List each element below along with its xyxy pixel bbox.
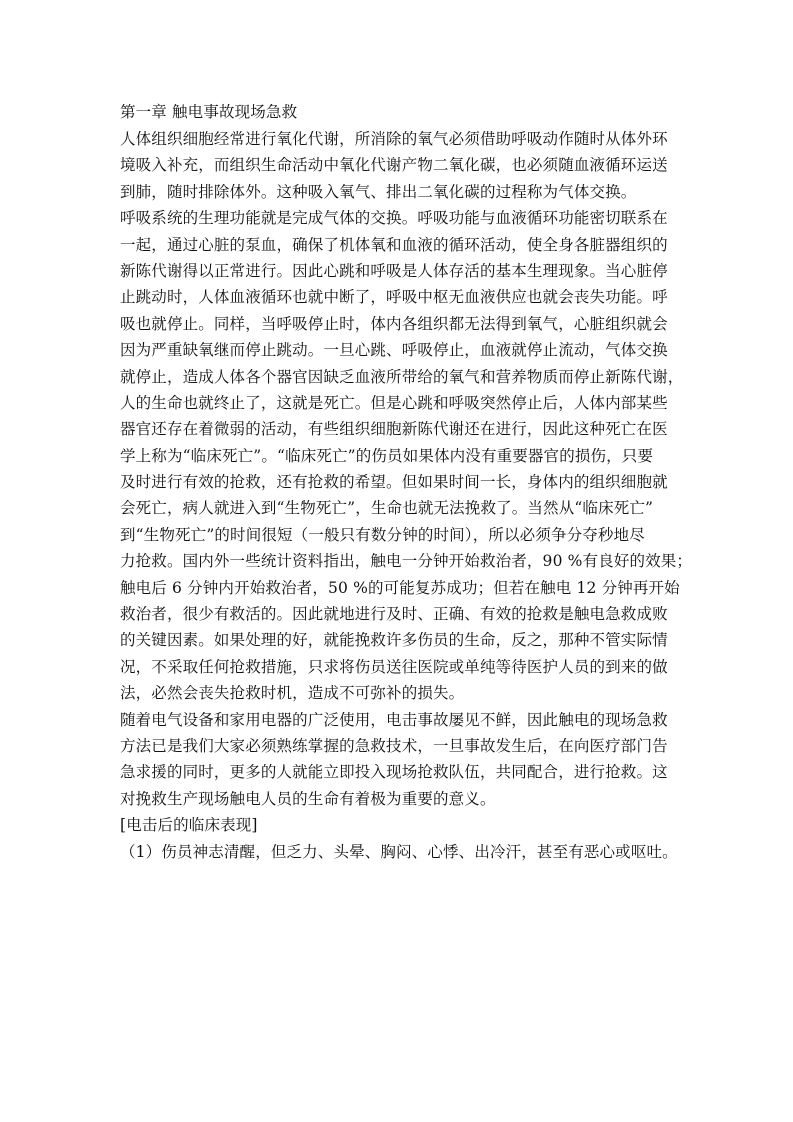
paragraph-line: 到肺，随时排除体外。这种吸入氧气、排出二氧化碳的过程称为气体交换。 xyxy=(120,182,637,201)
paragraph-line: 器官还存在着微弱的活动，有些组织细胞新陈代谢还在进行，因此这种死亡在医 xyxy=(120,420,668,439)
paragraph-line: 到“生物死亡”的时间很短（一般只有数分钟的时间），所以必须争分夺秒地尽 xyxy=(120,525,645,544)
paragraph-line: 况，不采取任何抢救措施，只求将伤员送往医院或单纯等待医护人员的到来的做 xyxy=(120,657,668,676)
paragraph-line: 境吸入补充，而组织生命活动中氧化代谢产物二氧化碳，也必须随血液循环运送 xyxy=(120,156,668,175)
document-page xyxy=(120,98,693,865)
paragraph-line: 吸也就停止。同样，当呼吸停止时，体内各组织都无法得到氧气，心脏组织就会 xyxy=(120,314,668,333)
section-heading: [电击后的临床表现] xyxy=(120,816,258,835)
paragraph-line: 就停止，造成人体各个器官因缺乏血液所带给的氧气和营养物质而停止新陈代谢， xyxy=(120,367,684,386)
paragraph-respiratory-function xyxy=(120,205,693,706)
paragraph-line: 因为严重缺氧继而停止跳动。一旦心跳、呼吸停止，血液就停止流动，气体交换 xyxy=(120,341,668,360)
paragraph-line: 急求援的同时，更多的人就能立即投入现场抢救队伍，共同配合，进行抢救。这 xyxy=(120,763,668,782)
paragraph-gas-exchange xyxy=(120,126,676,205)
paragraph-line: 法，必然会丧失抢救时机，造成不可弥补的损失。 xyxy=(120,684,465,703)
paragraph-line: 方法已是我们大家必须熟练掌握的急救技术，一旦事故发生后，在向医疗部门告 xyxy=(120,736,668,755)
paragraph-line: 一起，通过心脏的泵血，确保了机体氧和血液的循环活动，使全身各脏器组织的 xyxy=(120,235,668,254)
paragraph-line: 触电后 6 分钟内开始救治者，50 %的可能复苏成功；但若在触电 12 分钟再开始 xyxy=(120,578,680,597)
paragraph-line: 救治者，很少有救活的。因此就地进行及时、正确、有效的抢救是触电急救成败 xyxy=(120,605,668,624)
paragraph-line: 人的生命也就终止了，这就是死亡。但是心跳和呼吸突然停止后，人体内部某些 xyxy=(120,393,668,412)
paragraph-line: 学上称为“临床死亡”。“临床死亡”的伤员如果体内没有重要器官的损伤，只要 xyxy=(120,446,654,465)
paragraph-first-aid-importance xyxy=(120,707,676,813)
paragraph-line: 止跳动时，人体血液循环也就中断了，呼吸中枢无血液供应也就会丧失功能。呼 xyxy=(120,288,668,307)
paragraph-line: 及时进行有效的抢救，还有抢救的希望。但如果时间一长，身体内的组织细胞就 xyxy=(120,473,668,492)
paragraph-line: 人体组织细胞经常进行氧化代谢，所消除的氧气必须借助呼吸动作随时从体外环 xyxy=(120,130,668,148)
list-item: （1）伤员神志清醒，但乏力、头晕、胸闷、心悸、出冷汗，甚至有恶心或呕吐。 xyxy=(120,842,678,861)
paragraph-line: 会死亡，病人就进入到“生物死亡”，生命也就无法挽救了。当然从“临床死亡” xyxy=(120,499,654,518)
paragraph-line: 随着电气设备和家用电器的广泛使用，电击事故屡见不鲜，因此触电的现场急救 xyxy=(120,710,668,729)
paragraph-line: 的关键因素。如果处理的好，就能挽救许多伤员的生命，反之，那种不管实际情 xyxy=(120,631,668,650)
chapter-title: 第一章 触电事故现场急救 xyxy=(120,103,298,121)
paragraph-line: 力抢救。国内外一些统计资料指出，触电一分钟开始救治者，90 %有良好的效果； xyxy=(120,552,693,571)
paragraph-line: 对挽救生产现场触电人员的生命有着极为重要的意义。 xyxy=(120,789,496,808)
paragraph-line: 新陈代谢得以正常进行。因此心跳和呼吸是人体存活的基本生理现象。当心脏停 xyxy=(120,261,668,280)
paragraph-line: 呼吸系统的生理功能就是完成气体的交换。呼吸功能与血液循环功能密切联系在 xyxy=(120,209,668,228)
